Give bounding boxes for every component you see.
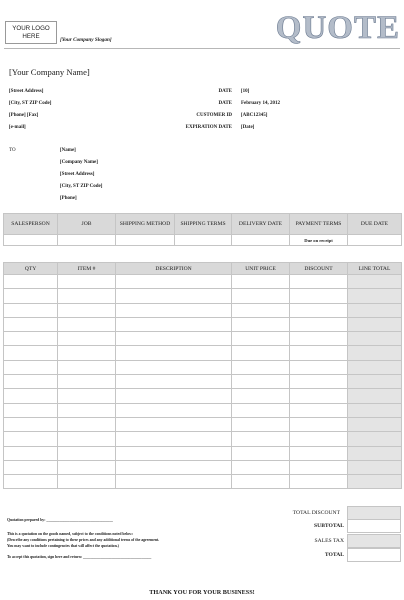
item-number-cell[interactable] bbox=[58, 289, 116, 303]
recipient-street: [Street Address] bbox=[60, 172, 95, 177]
item-number-cell[interactable] bbox=[58, 303, 116, 317]
discount-cell[interactable] bbox=[290, 446, 348, 460]
discount-cell[interactable] bbox=[290, 375, 348, 389]
header-delivery-date: DELIVERY DATE bbox=[232, 214, 290, 235]
line-total-cell[interactable] bbox=[348, 303, 402, 317]
line-total-cell[interactable] bbox=[348, 389, 402, 403]
meta-value-3: [ABC12345] bbox=[241, 113, 268, 118]
table-row bbox=[4, 403, 402, 417]
prepared-by-line: Quotation prepared by: ___________________________________ bbox=[7, 518, 113, 522]
unit-price-cell[interactable] bbox=[232, 475, 290, 489]
table-row bbox=[4, 446, 402, 460]
discount-cell[interactable] bbox=[290, 460, 348, 474]
discount-cell[interactable] bbox=[290, 317, 348, 331]
description-cell[interactable] bbox=[116, 332, 232, 346]
line-total-cell[interactable] bbox=[348, 417, 402, 431]
description-cell[interactable] bbox=[116, 360, 232, 374]
company-city: [City, ST ZIP Code] bbox=[9, 101, 52, 106]
unit-price-cell[interactable] bbox=[232, 375, 290, 389]
meta-label-expiration: EXPIRATION DATE bbox=[185, 125, 232, 130]
recipient-company: [Company Name] bbox=[60, 160, 98, 165]
header-discount: DISCOUNT bbox=[290, 263, 348, 275]
unit-price-cell[interactable] bbox=[232, 417, 290, 431]
meta-value-2: February 14, 2012 bbox=[241, 101, 281, 106]
description-cell[interactable] bbox=[116, 303, 232, 317]
qty-cell[interactable] bbox=[4, 417, 58, 431]
line-total-cell[interactable] bbox=[348, 375, 402, 389]
company-slogan: [Your Company Slogan] bbox=[60, 37, 112, 43]
qty-cell[interactable] bbox=[4, 332, 58, 346]
line-total-cell[interactable] bbox=[348, 460, 402, 474]
qty-cell[interactable] bbox=[4, 275, 58, 289]
meta-value-1: [10] bbox=[241, 89, 250, 94]
subtotal-value[interactable] bbox=[347, 519, 401, 533]
description-cell[interactable] bbox=[116, 375, 232, 389]
header-unit-price: UNIT PRICE bbox=[232, 263, 290, 275]
description-cell[interactable] bbox=[116, 317, 232, 331]
meta-label-2: DATE bbox=[218, 101, 232, 106]
qty-cell[interactable] bbox=[4, 403, 58, 417]
table-row bbox=[4, 289, 402, 303]
discount-cell[interactable] bbox=[290, 403, 348, 417]
shipping-terms-cell[interactable] bbox=[175, 235, 232, 246]
header-item-number: ITEM # bbox=[58, 263, 116, 275]
item-number-cell[interactable] bbox=[58, 275, 116, 289]
qty-cell[interactable] bbox=[4, 317, 58, 331]
recipient-phone: [Phone] bbox=[60, 196, 77, 201]
discount-cell[interactable] bbox=[290, 417, 348, 431]
header-job: JOB bbox=[58, 214, 116, 235]
table-row bbox=[4, 475, 402, 489]
terms-line-1: This is a quotation on the goods named, subject to the conditions noted below: bbox=[7, 532, 134, 536]
company-street: [Street Address] bbox=[9, 89, 44, 94]
description-cell[interactable] bbox=[116, 389, 232, 403]
description-cell[interactable] bbox=[116, 432, 232, 446]
qty-cell[interactable] bbox=[4, 475, 58, 489]
terms-line-2: (Describe any conditions pertaining to these prices and any additional terms of the agreement. bbox=[7, 538, 160, 542]
total-discount-value[interactable] bbox=[347, 506, 401, 520]
discount-cell[interactable] bbox=[290, 389, 348, 403]
header-shipping-method: SHIPPING METHOD bbox=[116, 214, 175, 235]
unit-price-cell[interactable] bbox=[232, 432, 290, 446]
description-cell[interactable] bbox=[116, 275, 232, 289]
item-number-cell[interactable] bbox=[58, 360, 116, 374]
table-row bbox=[4, 417, 402, 431]
item-number-cell[interactable] bbox=[58, 417, 116, 431]
table-row bbox=[4, 317, 402, 331]
unit-price-cell[interactable] bbox=[232, 332, 290, 346]
total-value[interactable] bbox=[347, 548, 401, 562]
salesperson-cell[interactable] bbox=[4, 235, 58, 246]
job-cell[interactable] bbox=[58, 235, 116, 246]
subtotal-label: SUBTOTAL bbox=[314, 523, 344, 529]
order-info-table bbox=[3, 213, 402, 246]
total-label: TOTAL bbox=[324, 552, 344, 558]
qty-cell[interactable] bbox=[4, 303, 58, 317]
table-row bbox=[4, 275, 402, 289]
unit-price-cell[interactable] bbox=[232, 403, 290, 417]
line-total-cell[interactable] bbox=[348, 403, 402, 417]
qty-cell[interactable] bbox=[4, 389, 58, 403]
line-items-table bbox=[3, 262, 402, 489]
header-salesperson: SALESPERSON bbox=[4, 214, 58, 235]
item-number-cell[interactable] bbox=[58, 317, 116, 331]
document-title: QUOTE bbox=[275, 10, 400, 46]
qty-cell[interactable] bbox=[4, 375, 58, 389]
recipient-city: [City, ST ZIP Code] bbox=[60, 184, 103, 189]
unit-price-cell[interactable] bbox=[232, 317, 290, 331]
discount-cell[interactable] bbox=[290, 432, 348, 446]
item-number-cell[interactable] bbox=[58, 389, 116, 403]
unit-price-cell[interactable] bbox=[232, 446, 290, 460]
table-row bbox=[4, 375, 402, 389]
item-number-cell[interactable] bbox=[58, 432, 116, 446]
discount-cell[interactable] bbox=[290, 475, 348, 489]
item-number-cell[interactable] bbox=[58, 460, 116, 474]
unit-price-cell[interactable] bbox=[232, 360, 290, 374]
description-cell[interactable] bbox=[116, 446, 232, 460]
discount-cell[interactable] bbox=[290, 360, 348, 374]
header-due-date: DUE DATE bbox=[348, 214, 402, 235]
company-phone: [Phone] [Fax] bbox=[9, 113, 39, 118]
line-total-cell[interactable] bbox=[348, 332, 402, 346]
sales-tax-label: SALES TAX bbox=[314, 538, 344, 544]
sales-tax-value[interactable] bbox=[347, 534, 401, 548]
item-number-cell[interactable] bbox=[58, 403, 116, 417]
line-total-cell[interactable] bbox=[348, 317, 402, 331]
qty-cell[interactable] bbox=[4, 360, 58, 374]
recipient-name: [Name] bbox=[60, 148, 76, 153]
description-cell[interactable] bbox=[116, 289, 232, 303]
line-total-cell[interactable] bbox=[348, 446, 402, 460]
unit-price-cell[interactable] bbox=[232, 389, 290, 403]
logo-placeholder: YOUR LOGO HERE bbox=[5, 21, 57, 44]
description-cell[interactable] bbox=[116, 460, 232, 474]
table-row bbox=[4, 389, 402, 403]
qty-cell[interactable] bbox=[4, 460, 58, 474]
unit-price-cell[interactable] bbox=[232, 460, 290, 474]
meta-value-expiration: [Date] bbox=[241, 125, 255, 130]
qty-cell[interactable] bbox=[4, 346, 58, 360]
qty-cell[interactable] bbox=[4, 289, 58, 303]
header-divider bbox=[4, 48, 400, 49]
line-total-cell[interactable] bbox=[348, 432, 402, 446]
shipping-method-cell[interactable] bbox=[116, 235, 175, 246]
table-row bbox=[4, 303, 402, 317]
description-cell[interactable] bbox=[116, 346, 232, 360]
delivery-date-cell[interactable] bbox=[232, 235, 290, 246]
discount-cell[interactable] bbox=[290, 275, 348, 289]
terms-line-3: You may want to include contingencies that will affect the quotation.) bbox=[7, 544, 119, 548]
item-number-cell[interactable] bbox=[58, 375, 116, 389]
table-row bbox=[4, 346, 402, 360]
unit-price-cell[interactable] bbox=[232, 289, 290, 303]
header-description: DESCRIPTION bbox=[116, 263, 232, 275]
qty-cell[interactable] bbox=[4, 446, 58, 460]
total-discount-label: TOTAL DISCOUNT bbox=[292, 510, 340, 516]
thank-you-message: THANK YOU FOR YOUR BUSINESS! bbox=[149, 589, 255, 596]
meta-label-1: DATE bbox=[218, 89, 232, 94]
header-qty: QTY bbox=[4, 263, 58, 275]
line-total-cell[interactable] bbox=[348, 275, 402, 289]
qty-cell[interactable] bbox=[4, 432, 58, 446]
header-payment-terms: PAYMENT TERMS bbox=[290, 214, 348, 235]
item-number-cell[interactable] bbox=[58, 346, 116, 360]
accept-signature-line: To accept this quotation, sign here and return: ____________________________________ bbox=[7, 555, 152, 559]
payment-terms-cell[interactable]: Due on receipt bbox=[290, 235, 348, 246]
description-cell[interactable] bbox=[116, 403, 232, 417]
table-row bbox=[4, 332, 402, 346]
discount-cell[interactable] bbox=[290, 303, 348, 317]
company-name: [Your Company Name] bbox=[9, 67, 90, 77]
line-total-cell[interactable] bbox=[348, 289, 402, 303]
table-row bbox=[4, 432, 402, 446]
due-date-cell[interactable] bbox=[348, 235, 402, 246]
unit-price-cell[interactable] bbox=[232, 346, 290, 360]
item-number-cell[interactable] bbox=[58, 332, 116, 346]
discount-cell[interactable] bbox=[290, 289, 348, 303]
unit-price-cell[interactable] bbox=[232, 303, 290, 317]
line-total-cell[interactable] bbox=[348, 360, 402, 374]
to-label: TO bbox=[9, 148, 16, 153]
company-email: [e-mail] bbox=[9, 125, 26, 130]
table-row bbox=[4, 360, 402, 374]
line-total-cell[interactable] bbox=[348, 475, 402, 489]
line-total-cell[interactable] bbox=[348, 346, 402, 360]
header-shipping-terms: SHIPPING TERMS bbox=[175, 214, 232, 235]
item-number-cell[interactable] bbox=[58, 475, 116, 489]
header-line-total: LINE TOTAL bbox=[348, 263, 402, 275]
item-number-cell[interactable] bbox=[58, 446, 116, 460]
meta-label-3: CUSTOMER ID bbox=[196, 113, 232, 118]
unit-price-cell[interactable] bbox=[232, 275, 290, 289]
discount-cell[interactable] bbox=[290, 346, 348, 360]
description-cell[interactable] bbox=[116, 417, 232, 431]
table-row bbox=[4, 460, 402, 474]
discount-cell[interactable] bbox=[290, 332, 348, 346]
description-cell[interactable] bbox=[116, 475, 232, 489]
